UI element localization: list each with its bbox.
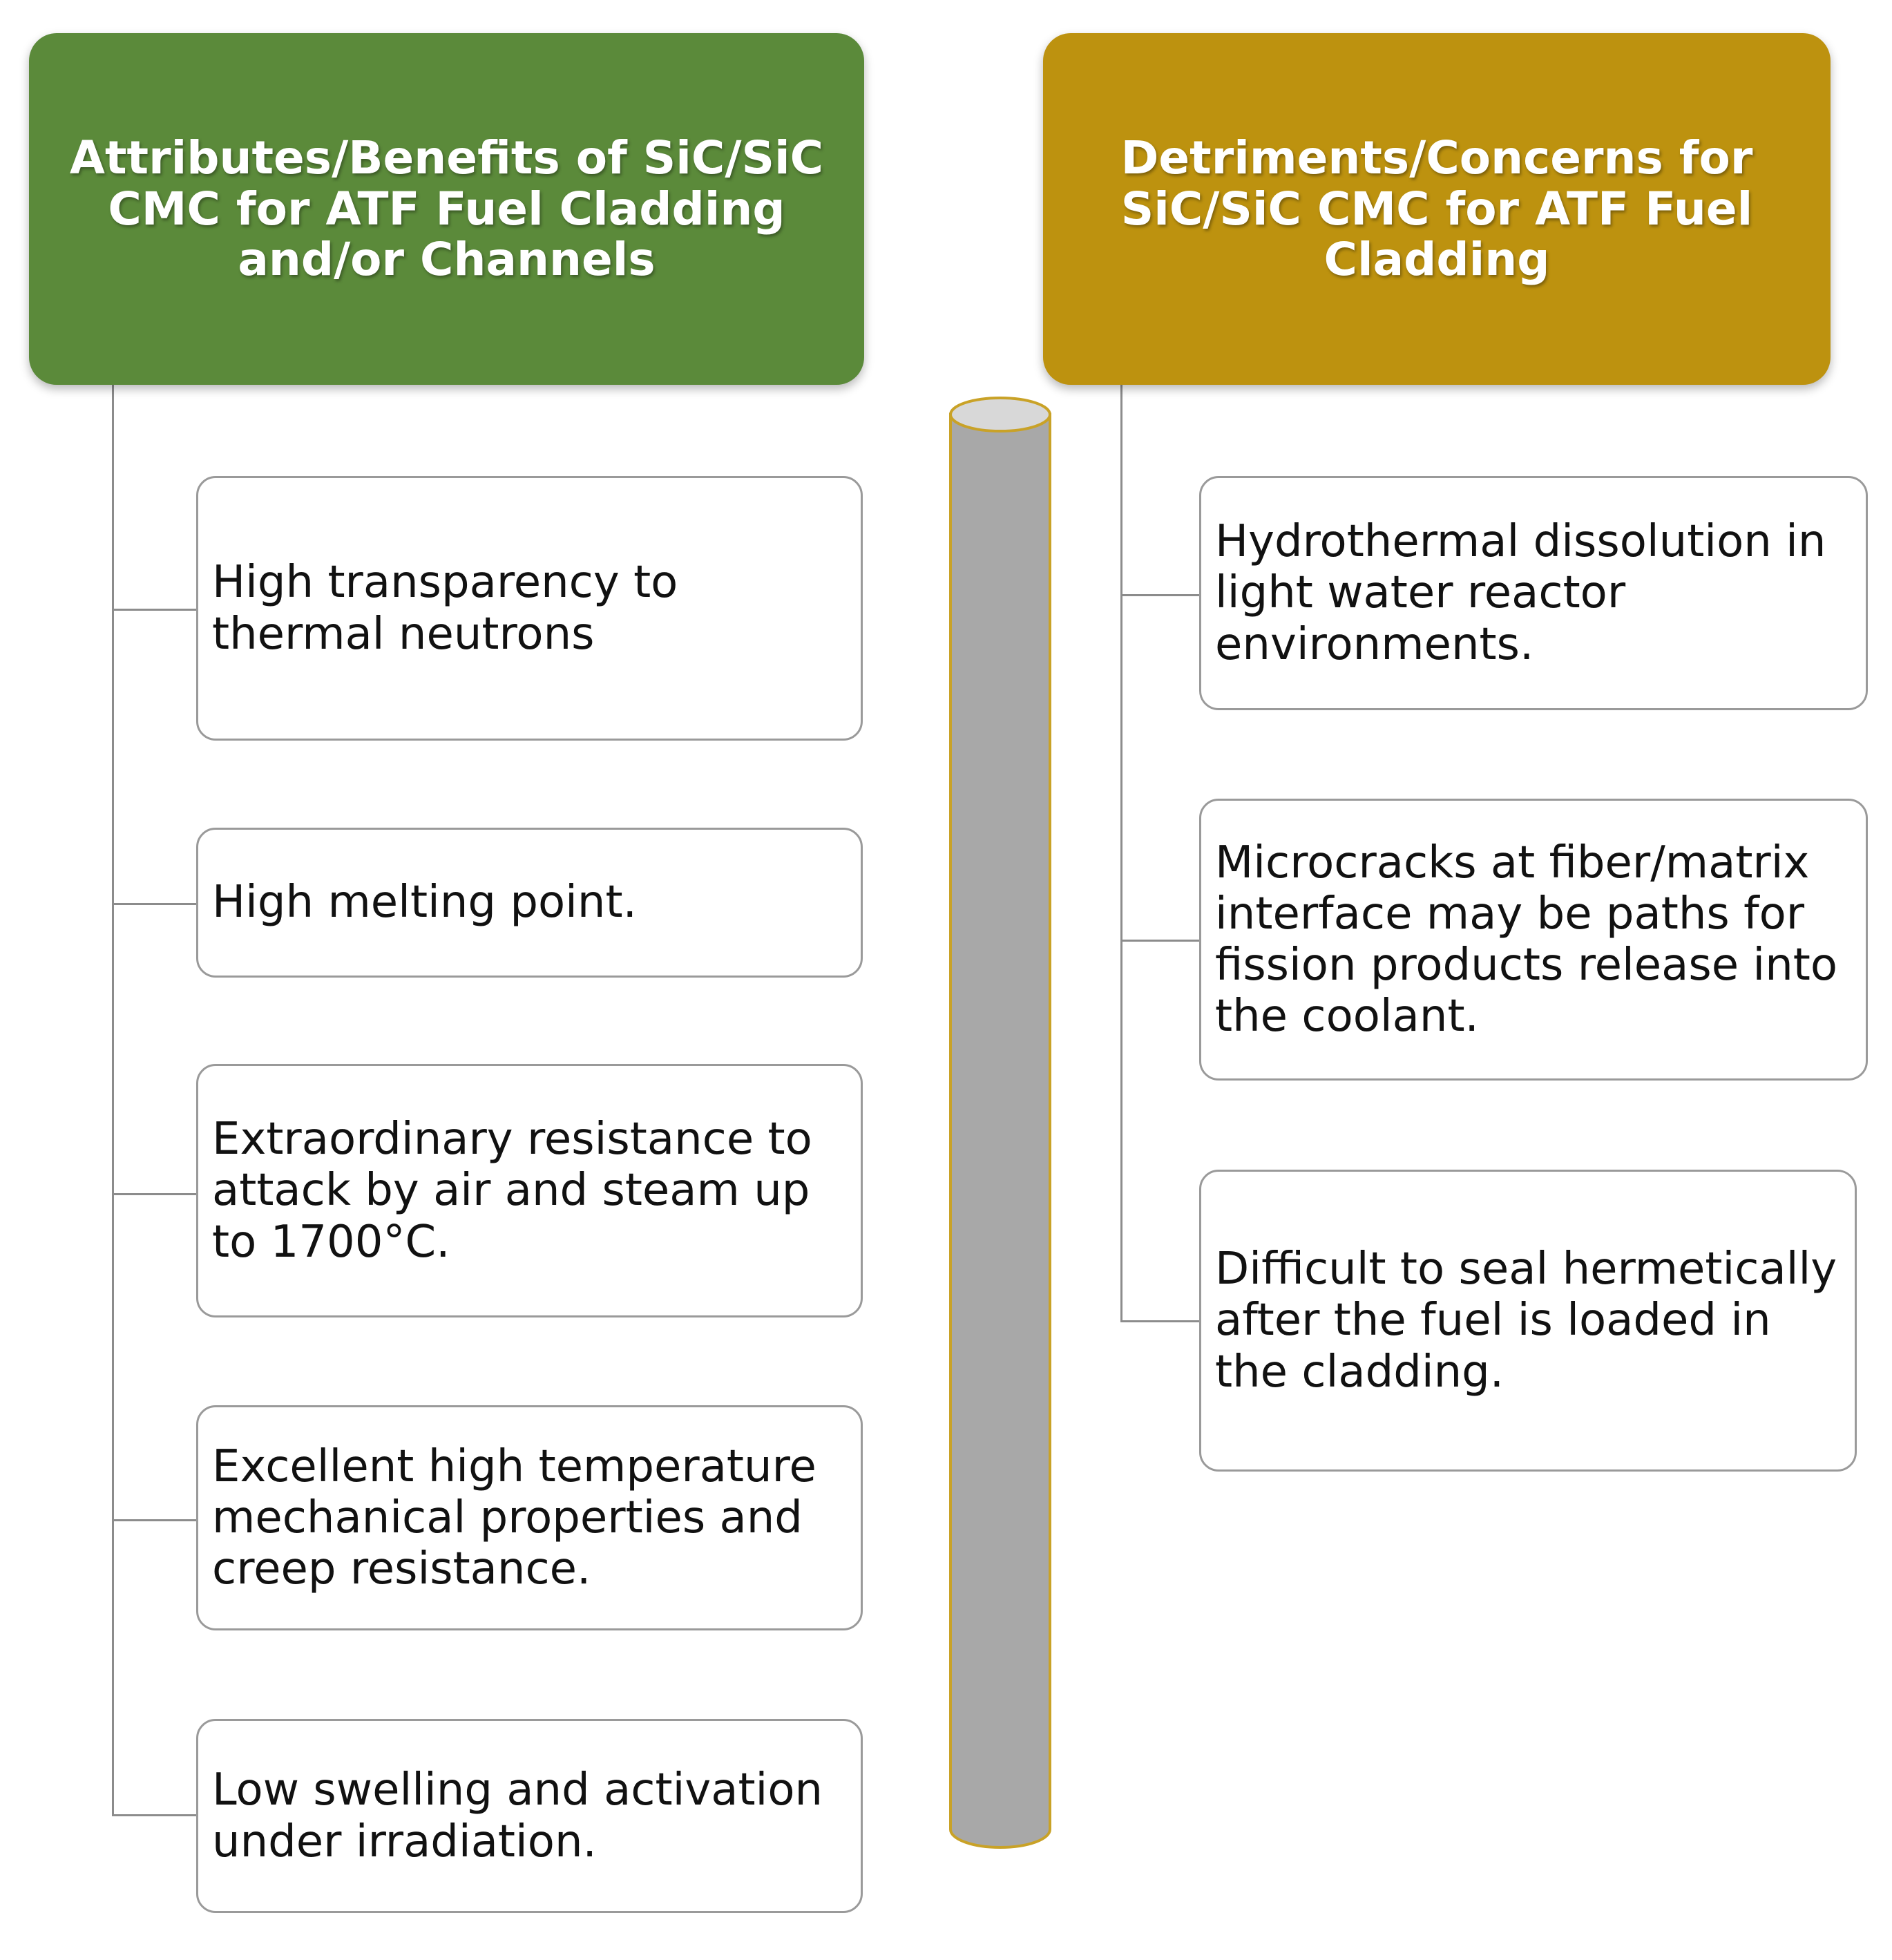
right-branch-1 xyxy=(1120,594,1199,596)
benefit-card xyxy=(196,1405,863,1630)
benefit-card xyxy=(196,1064,863,1317)
fuel-rod-icon xyxy=(948,395,1053,1852)
benefits-header xyxy=(29,33,864,385)
benefit-card xyxy=(196,828,863,978)
left-branch-1 xyxy=(112,609,198,611)
left-trunk-line xyxy=(112,385,114,1815)
concern-card xyxy=(1199,799,1868,1081)
concern-card xyxy=(1199,476,1868,710)
left-branch-2 xyxy=(112,903,198,905)
benefit-card xyxy=(196,476,863,741)
concern-card xyxy=(1199,1170,1857,1472)
concerns-header-text: Detriments/Concerns for SiC/SiC CMC for ATF Fuel Cladding xyxy=(1120,131,1753,287)
concern-card-text: Microcracks at fiber/matrix interface may be paths for fission products release into the coolant. xyxy=(1215,837,1837,1043)
benefits-header-text: Attributes/Benefits of SiC/SiC CMC for ATF Fuel Cladding and/or Channels xyxy=(69,131,824,287)
right-branch-3 xyxy=(1120,1320,1199,1322)
benefit-card-text: High melting point. xyxy=(212,877,637,929)
left-branch-4 xyxy=(112,1519,198,1521)
benefit-card-text: Excellent high temperature mechanical properties and creep resistance. xyxy=(212,1440,816,1595)
right-trunk-line xyxy=(1120,385,1122,1322)
benefit-card xyxy=(196,1719,863,1913)
benefit-card-text: Low swelling and activation under irradiation. xyxy=(212,1764,823,1867)
concerns-header xyxy=(1043,33,1831,385)
concern-card-text: Difficult to seal hermetically after the fuel is loaded in the cladding. xyxy=(1215,1244,1837,1398)
benefit-card-text: Extraordinary resistance to attack by air and steam up to 1700°C. xyxy=(212,1114,812,1268)
right-branch-2 xyxy=(1120,940,1199,942)
left-branch-3 xyxy=(112,1193,198,1195)
left-branch-5 xyxy=(112,1814,198,1816)
benefit-card-text: High transparency to thermal neutrons xyxy=(212,557,678,660)
concern-card-text: Hydrothermal dissolution in light water reactor environments. xyxy=(1215,516,1826,670)
